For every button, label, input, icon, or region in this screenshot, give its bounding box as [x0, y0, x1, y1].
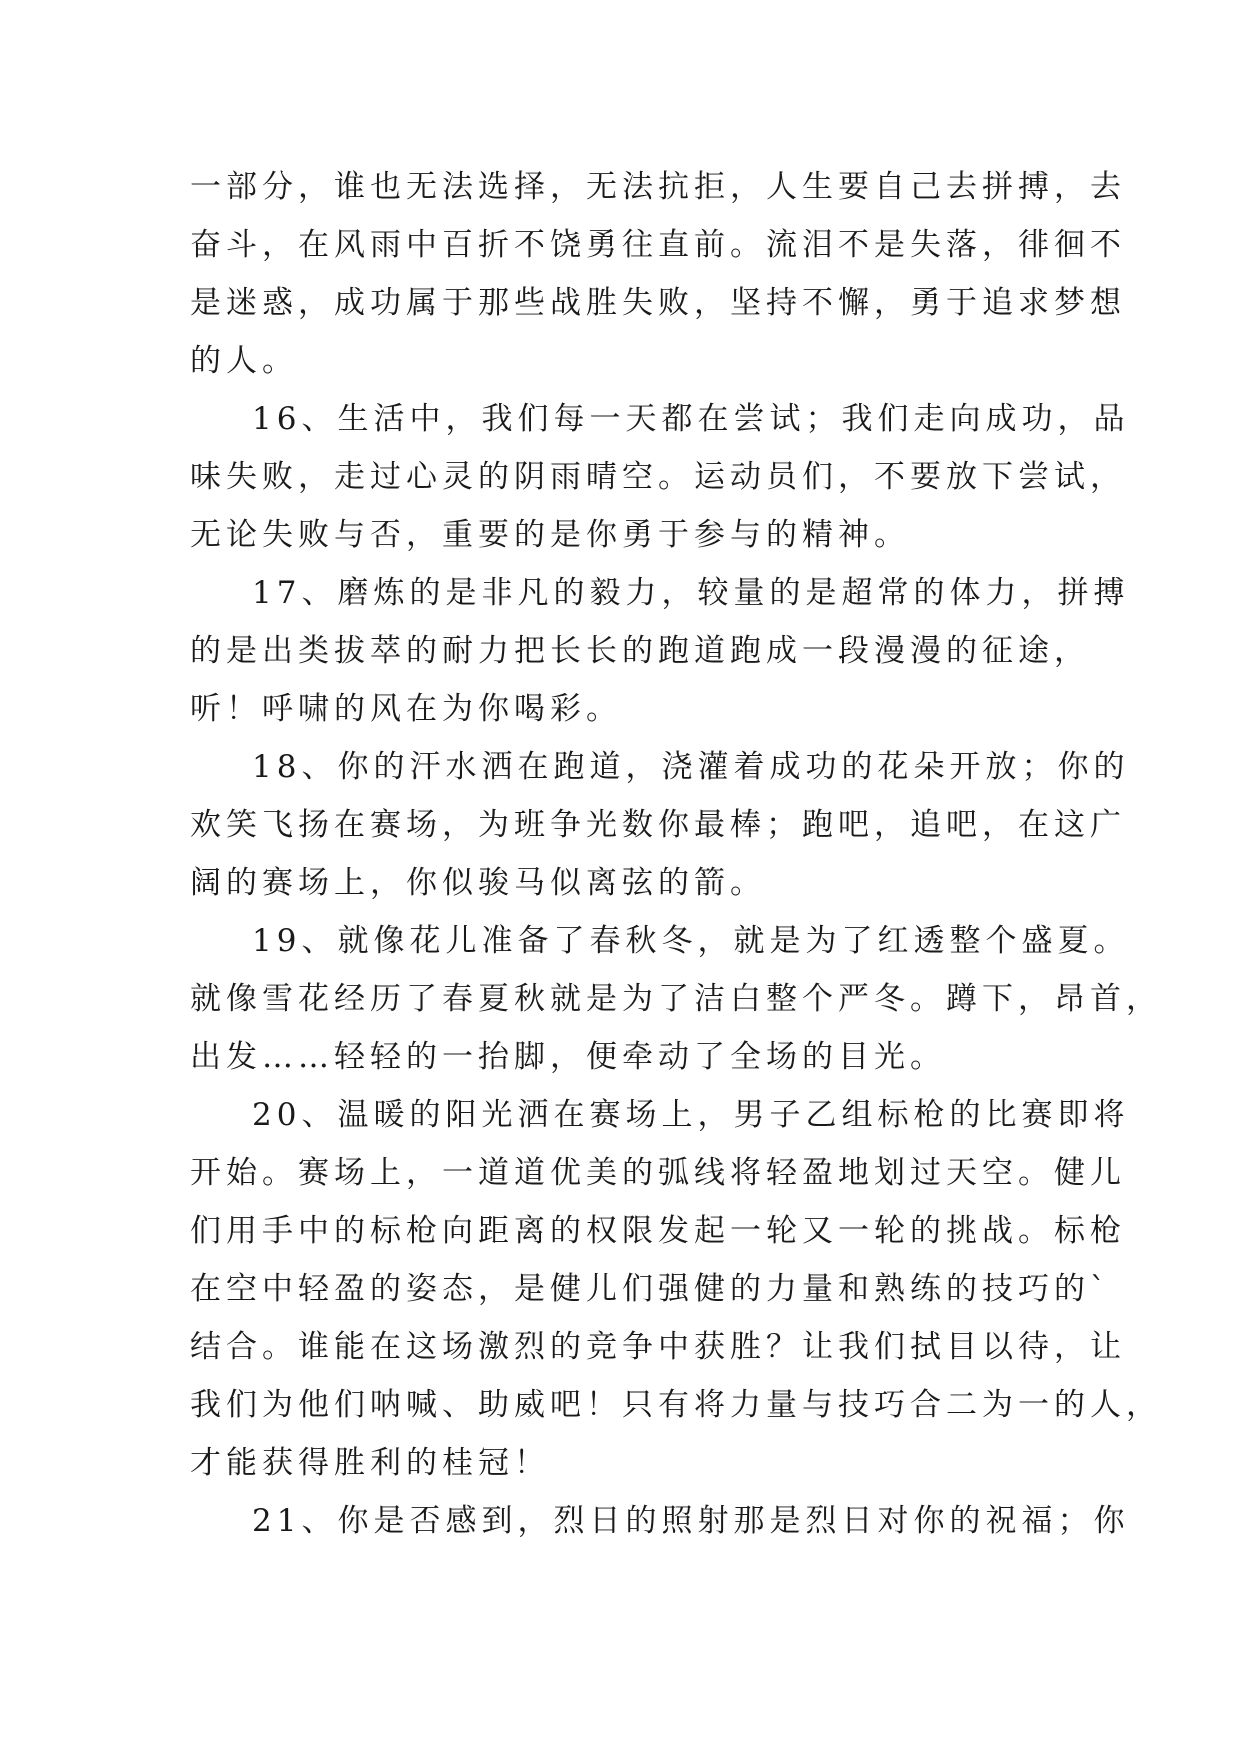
text-line: 我们为他们呐喊、助威吧！只有将力量与技巧合二为一的人， — [190, 1387, 1162, 1423]
text-line: 就像雪花经历了春夏秋就是为了洁白整个严冬。蹲下，昂首， — [190, 981, 1162, 1017]
text-line: 开始。赛场上，一道道优美的弧线将轻盈地划过天空。健儿 — [190, 1155, 1126, 1191]
paragraph-17 — [190, 564, 1130, 738]
text-line: 味失败，走过心灵的阴雨晴空。运动员们，不要放下尝试， — [190, 459, 1126, 495]
text-line: 们用手中的标枪向距离的权限发起一轮又一轮的挑战。标枪 — [190, 1213, 1126, 1249]
paragraph-16 — [190, 390, 1130, 564]
text-line: 18、你的汗水洒在跑道，浇灌着成功的花朵开放；你的 — [252, 749, 1130, 785]
text-line: 在空中轻盈的姿态，是健儿们强健的力量和熟练的技巧的` — [190, 1271, 1111, 1307]
text-line: 欢笑飞扬在赛场，为班争光数你最棒；跑吧，追吧，在这广 — [190, 807, 1126, 843]
text-line: 16、生活中，我们每一天都在尝试；我们走向成功，品 — [252, 401, 1130, 437]
paragraph-20 — [190, 1086, 1162, 1492]
text-line: 才能获得胜利的桂冠！ — [190, 1445, 550, 1481]
text-line: 结合。谁能在这场激烈的竞争中获胜？让我们拭目以待，让 — [190, 1329, 1126, 1365]
text-line: 17、磨炼的是非凡的毅力，较量的是超常的体力，拼搏 — [252, 575, 1130, 611]
text-line: 听！呼啸的风在为你喝彩。 — [190, 691, 622, 727]
paragraph-18 — [190, 738, 1130, 912]
paragraph-19 — [190, 912, 1162, 1086]
paragraph-continued — [190, 158, 1126, 390]
text-line: 20、温暖的阳光洒在赛场上，男子乙组标枪的比赛即将 — [252, 1097, 1130, 1133]
text-line: 的是出类拔萃的耐力把长长的跑道跑成一段漫漫的征途， — [190, 633, 1090, 669]
text-line: 21、你是否感到，烈日的照射那是烈日对你的祝福；你 — [252, 1503, 1130, 1539]
text-line: 出发……轻轻的一抬脚，便牵动了全场的目光。 — [190, 1039, 946, 1075]
text-line: 是迷惑，成功属于那些战胜失败，坚持不懈，勇于追求梦想 — [190, 285, 1126, 321]
text-line: 的人。 — [190, 343, 298, 379]
text-line: 19、就像花儿准备了春秋冬，就是为了红透整个盛夏。 — [252, 923, 1130, 959]
text-line: 奋斗，在风雨中百折不饶勇往直前。流泪不是失落，徘徊不 — [190, 227, 1126, 263]
text-line: 阔的赛场上，你似骏马似离弦的箭。 — [190, 865, 766, 901]
paragraph-21 — [190, 1492, 1130, 1550]
text-line: 一部分，谁也无法选择，无法抗拒，人生要自己去拼搏，去 — [190, 169, 1126, 205]
text-line: 无论失败与否，重要的是你勇于参与的精神。 — [190, 517, 910, 553]
body-text — [190, 158, 1162, 1550]
